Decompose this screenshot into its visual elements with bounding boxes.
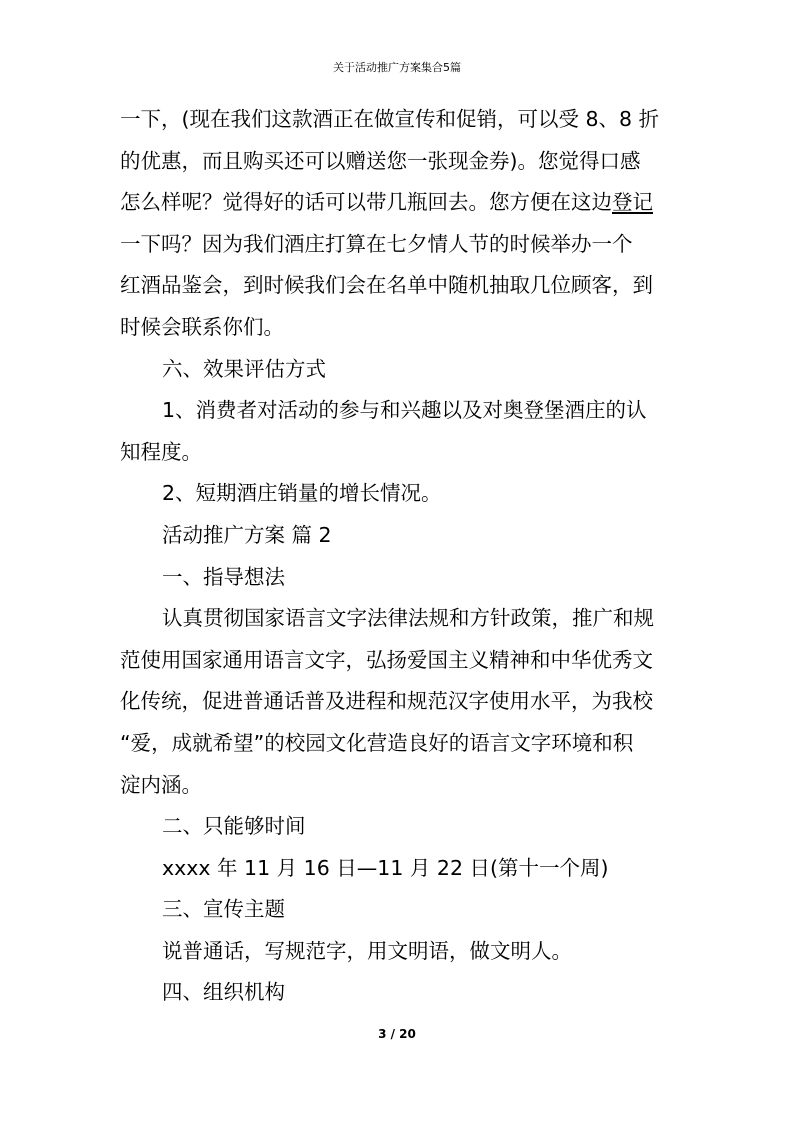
theme-text: 说普通话，写规范字，用文明语，做文明人。 bbox=[162, 938, 572, 963]
underlined-word: 登记 bbox=[612, 190, 653, 215]
paragraph-line-4: 一下吗？因为我们酒庄打算在七夕情人节的时候举办一个 bbox=[120, 231, 633, 256]
section-heading-theme: 三、宣传主题 bbox=[162, 897, 285, 922]
guidance-line-1: 认真贯彻国家语言文字法律法规和方针政策，推广和规 bbox=[162, 606, 654, 631]
paragraph-line-3-text: 怎么样呢？觉得好的话可以带几瓶回去。您方便在这边 bbox=[120, 190, 612, 215]
paragraph-line-6: 时候会联系你们。 bbox=[120, 314, 284, 339]
section-heading-time: 二、只能够时间 bbox=[162, 814, 306, 839]
section-heading-organization: 四、组织机构 bbox=[162, 980, 285, 1005]
document-body bbox=[120, 99, 676, 1014]
section-heading-evaluation: 六、效果评估方式 bbox=[162, 356, 326, 381]
guidance-line-4: “爱，成就希望”的校园文化营造良好的语言文字环境和积 bbox=[120, 730, 634, 755]
paragraph-line-3 bbox=[120, 182, 676, 224]
page-number: 3 / 20 bbox=[378, 1027, 416, 1041]
evaluation-item-1: 1、消费者对活动的参与和兴趣以及对奥登堡酒庄的认 bbox=[162, 398, 647, 423]
guidance-line-5: 淀内涵。 bbox=[120, 772, 202, 797]
guidance-line-2: 范使用国家通用语言文字，弘扬爱国主义精神和中华优秀文 bbox=[120, 647, 653, 672]
page-header: 关于活动推广方案集合5篇 bbox=[333, 61, 461, 74]
paragraph-line-5: 红酒品鉴会，到时候我们会在名单中随机抽取几位顾客，到 bbox=[120, 273, 653, 298]
paragraph-line-1: 一下，(现在我们这款酒正在做宣传和促销，可以受 8、8 折 bbox=[120, 107, 660, 131]
guidance-line-3: 化传统，促进普通话普及进程和规范汉字使用水平，为我校 bbox=[120, 689, 653, 714]
paragraph-line-2: 的优惠，而且购买还可以赠送您一张现金券)。您觉得口感 bbox=[120, 148, 641, 173]
time-range: xxxx 年 11 月 16 日—11 月 22 日(第十一个周) bbox=[162, 855, 609, 880]
plan-title: 活动推广方案 篇 2 bbox=[162, 522, 332, 547]
evaluation-item-2: 2、短期酒庄销量的增长情况。 bbox=[162, 481, 442, 506]
section-heading-guidance: 一、指导想法 bbox=[162, 564, 285, 589]
evaluation-item-1-continued: 知程度。 bbox=[120, 439, 202, 464]
